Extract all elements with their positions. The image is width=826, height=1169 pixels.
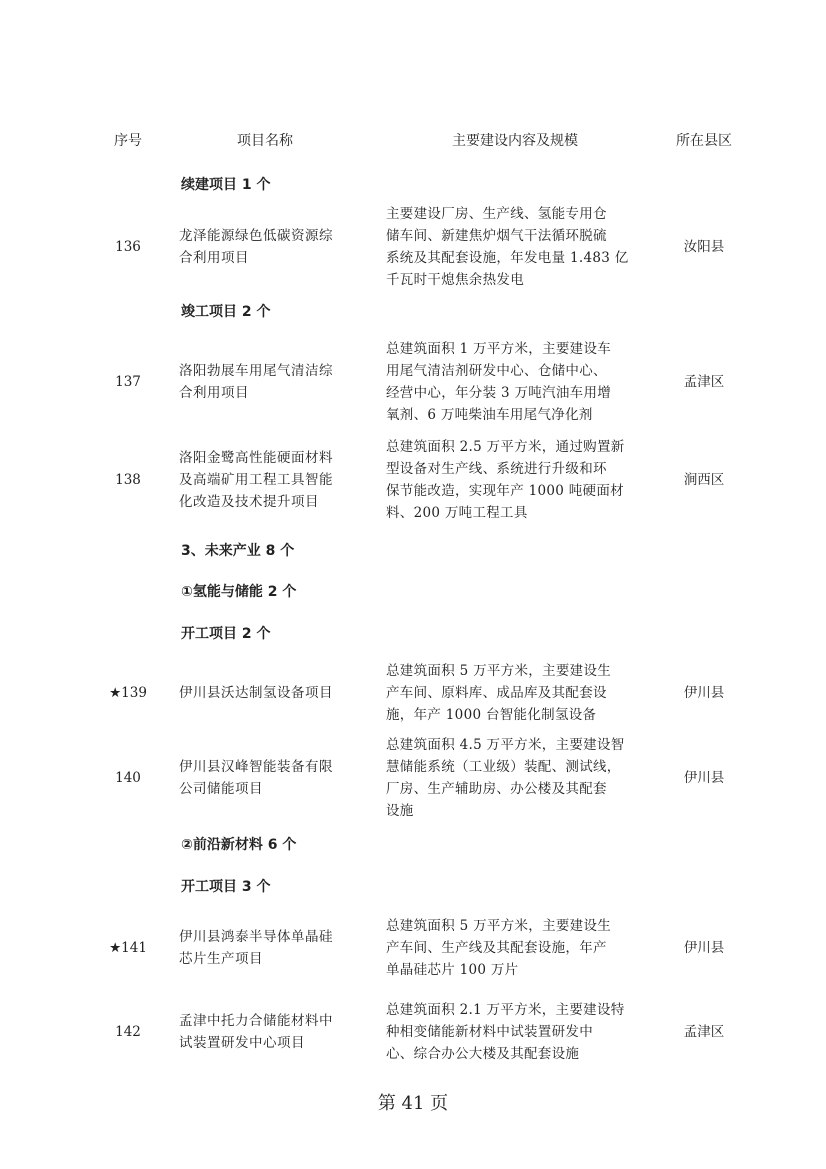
row-seq: 136 (115, 239, 141, 255)
row-county: 涧西区 (683, 472, 725, 488)
row-county: 伊川县 (683, 685, 725, 701)
row-content: 总建筑面积 4.5 万平方米，主要建设智 慧储能系统（工业级）装配、测试线， 厂房、生产辅助房、办公楼及其配套 设施 (386, 737, 625, 819)
row-name: 洛阳勃展车用尾气清洁综 合利用项目 (179, 363, 333, 401)
header-content: 主要建设内容及规模 (452, 133, 578, 149)
row-name: 伊川县汉峰智能装备有限 公司储能项目 (179, 759, 333, 797)
row-seq: ★139 (109, 685, 147, 701)
section-heading: 开工项目 2 个 (181, 626, 271, 642)
header-seq: 序号 (114, 133, 142, 149)
row-name: 伊川县沃达制氢设备项目 (179, 685, 333, 701)
row-county: 汝阳县 (683, 239, 725, 255)
row-name: 龙泽能源绿色低碳资源综 合利用项目 (179, 228, 333, 266)
section-heading: ①氢能与储能 2 个 (181, 584, 297, 600)
section-heading: 开工项目 3 个 (181, 879, 271, 895)
row-seq: 140 (115, 770, 141, 786)
row-county: 孟津区 (683, 374, 725, 390)
row-county: 孟津区 (683, 1024, 725, 1040)
row-name: 洛阳金鹭高性能硬面材料 及高端矿用工程工具智能 化改造及技术提升项目 (179, 450, 333, 510)
row-name: 孟津中托力合储能材料中 试装置研发中心项目 (179, 1013, 333, 1051)
page-number: 第 41 页 (377, 1093, 449, 1114)
section-heading: 续建项目 1 个 (181, 177, 271, 193)
row-seq: 138 (115, 472, 141, 488)
row-seq: 137 (115, 374, 141, 390)
row-content: 总建筑面积 1 万平方米，主要建设车 用尾气清洁剂研发中心、仓储中心、 经营中心，年分装 3 万吨汽油车用增 氧剂、6 万吨柴油车用尾气净化剂 (386, 341, 612, 423)
row-content: 总建筑面积 2.5 万平方米，通过购置新 型设备对生产线、系统进行升级和环 保节能改造，实现年产 1000 吨硬面材 料、200 万吨工程工具 (386, 439, 625, 521)
row-content: 总建筑面积 5 万平方米，主要建设生 产车间、生产线及其配套设施，年产 单晶硅芯片 100 万片 (386, 918, 612, 978)
row-content: 总建筑面积 5 万平方米，主要建设生 产车间、原料库、成品库及其配套设 施，年产 1000 台智能化制氢设备 (386, 663, 612, 723)
row-seq: 142 (115, 1024, 141, 1040)
header-county: 所在县区 (676, 133, 732, 149)
section-heading: 竣工项目 2 个 (181, 304, 271, 320)
section-heading: 3、未来产业 8 个 (181, 543, 295, 559)
row-county: 伊川县 (683, 770, 725, 786)
row-content: 总建筑面积 2.1 万平方米，主要建设特 种相变储能新材料中试装置研发中 心、综合办公大楼及其配套设施 (386, 1002, 625, 1062)
header-name: 项目名称 (237, 133, 293, 149)
section-heading: ②前沿新材料 6 个 (181, 837, 297, 853)
row-county: 伊川县 (683, 940, 725, 956)
row-content: 主要建设厂房、生产线、氢能专用仓 储车间、新建焦炉烟气干法循环脱硫 系统及其配套设施，年发电量 1.483 亿 千瓦时干熄焦余热发电 (386, 206, 629, 288)
row-name: 伊川县鸿泰半导体单晶硅 芯片生产项目 (179, 929, 333, 967)
row-seq: ★141 (109, 940, 147, 956)
